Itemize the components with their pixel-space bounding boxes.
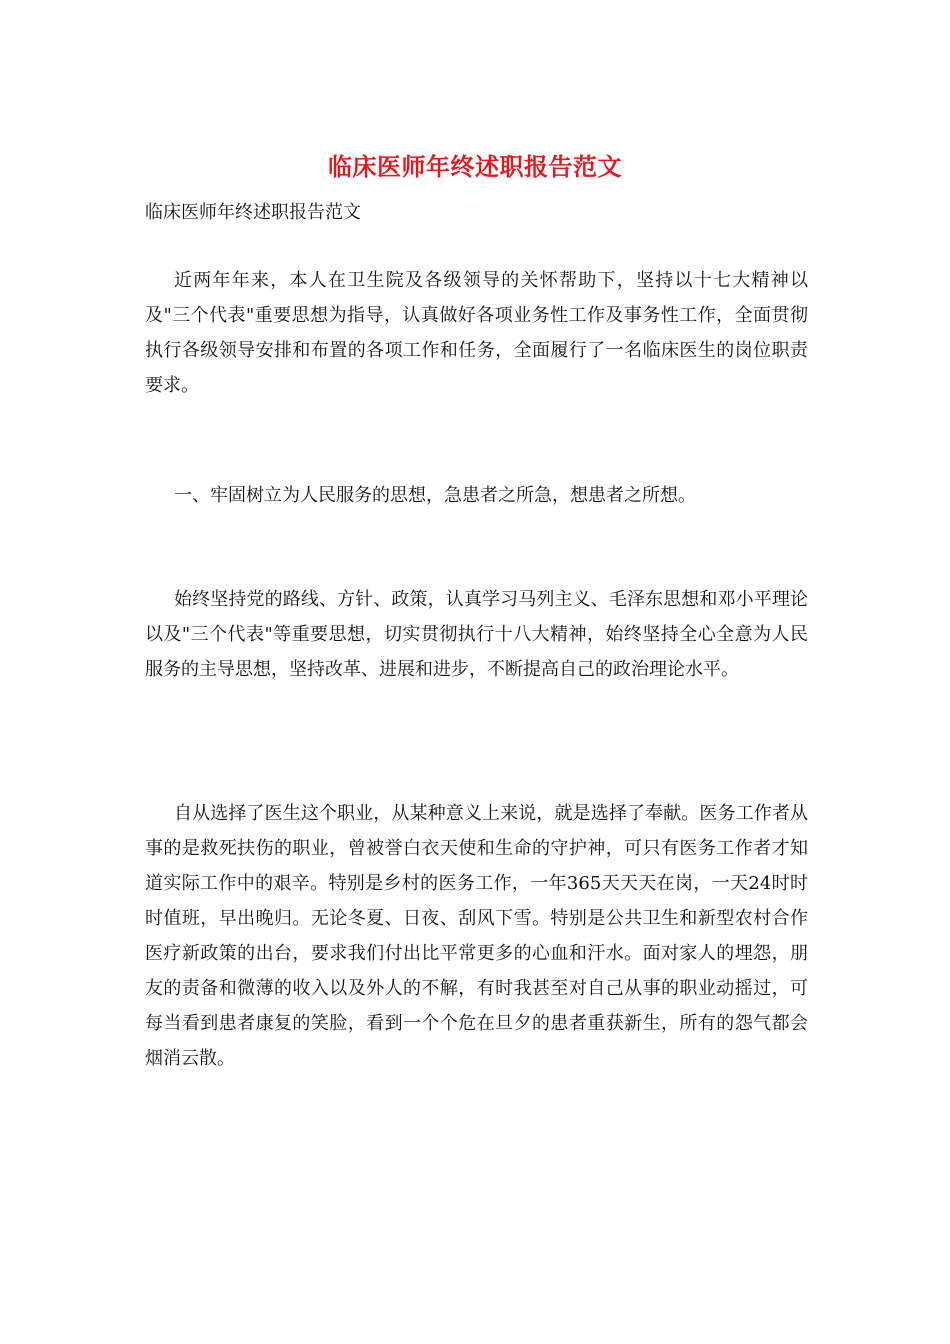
paragraph-dedication: 自从选择了医生这个职业，从某种意义上来说，就是选择了奉献。医务工作者从事的是救死扶伤的职业，曾被誉白衣天使和生命的守护神，可只有医务工作者才知道实际工作中的艰辛。特别是乡村的医务工作，一年365天天天在岗，一天24时时时值班，早出晚归。无论冬夏、日夜、刮风下雪。特别是公共卫生和新型农村合作医疗新政策的出台，要求我们付出比平常更多的心血和汗水。面对家人的埋怨，朋友的责备和微薄的收入以及外人的不解，有时我甚至对自己从事的职业动摇过，可每当看到患者康复的笑脸，看到一个个危在旦夕的患者重获新生，所有的怨气都会烟消云散。 xyxy=(145,803,808,1069)
paragraph-intro: 近两年年来，本人在卫生院及各级领导的关怀帮助下，坚持以十七大精神以及"三个代表"重要思想为指导，认真做好各项业务性工作及事务性工作，全面贯彻执行各级领导安排和布置的各项工作和任务，全面履行了一名临床医生的岗位职责要求。 xyxy=(145,270,808,396)
document-title: 临床医师年终述职报告范文 xyxy=(328,152,622,181)
document-subtitle: 临床医师年终述职报告范文 xyxy=(145,202,361,223)
paragraph-section-heading: 一、牢固树立为人民服务的思想，急患者之所急，想患者之所想。 xyxy=(174,485,696,506)
paragraph-political-study: 始终坚持党的路线、方针、政策，认真学习马列主义、毛泽东思想和邓小平理论以及"三个代表"等重要思想，切实贯彻执行十八大精神，始终坚持全心全意为人民服务的主导思想，坚持改革、进展和进步，不断提高自己的政治理论水平。 xyxy=(145,589,808,680)
